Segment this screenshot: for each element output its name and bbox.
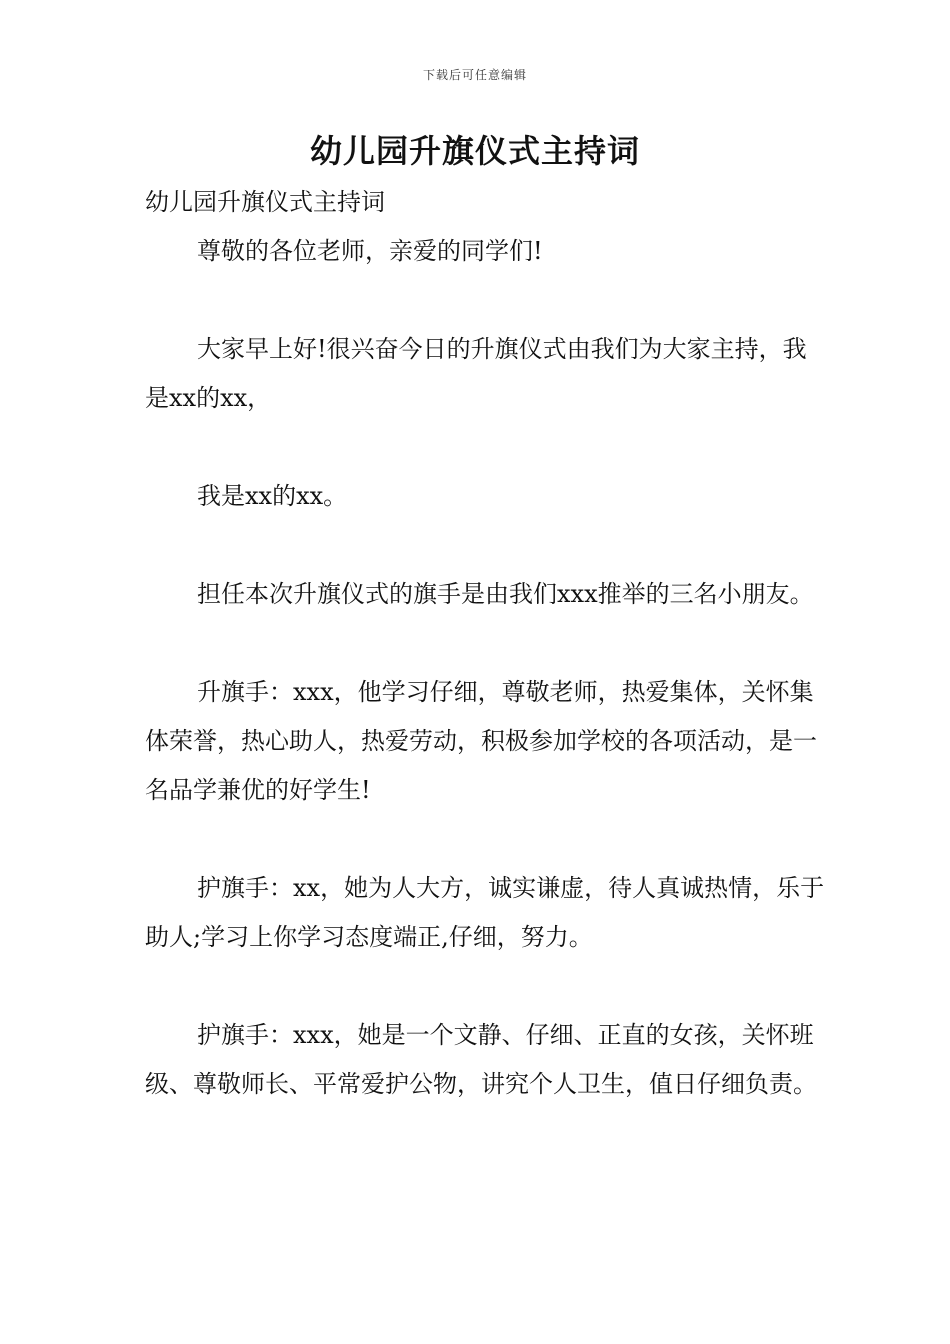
paragraph-spacer [145, 423, 825, 472]
paragraph-spacer [145, 815, 825, 864]
document-title: 幼儿园升旗仪式主持词 [309, 132, 640, 170]
paragraph-spacer [145, 521, 825, 570]
paragraph-spacer [145, 962, 825, 1011]
paragraph-flag-raiser: 升旗手：xxx，他学习仔细，尊敬老师，热爱集体，关怀集体荣誉，热心助人，热爱劳动，积极参加学校的各项活动，是一名品学兼优的好学生! [145, 678, 817, 804]
paragraph-greeting: 尊敬的各位老师，亲爱的同学们! [197, 237, 543, 265]
paragraph-opening: 大家早上好!很兴奋今日的升旗仪式由我们为大家主持，我是xx的xx， [145, 335, 807, 412]
document-subtitle: 幼儿园升旗仪式主持词 [145, 188, 385, 216]
header-note: 下载后可任意编辑 [422, 68, 527, 82]
paragraph-host-intro: 我是xx的xx。 [197, 482, 348, 510]
document-body [145, 178, 825, 1109]
paragraph-flag-guard-2: 护旗手：xxx，她是一个文静、仔细、正直的女孩，关怀班级、尊敬师长、平常爱护公物，讲究个人卫生，值日仔细负责。 [145, 1021, 817, 1098]
paragraph-spacer [145, 619, 825, 668]
paragraph-flag-bearers: 担任本次升旗仪式的旗手是由我们xxx推举的三名小朋友。 [197, 580, 814, 608]
paragraph-spacer [145, 276, 825, 325]
paragraph-flag-guard-1: 护旗手：xx，她为人大方，诚实谦虚，待人真诚热情，乐于助人;学习上你学习态度端正,仔细，努力。 [145, 874, 825, 951]
